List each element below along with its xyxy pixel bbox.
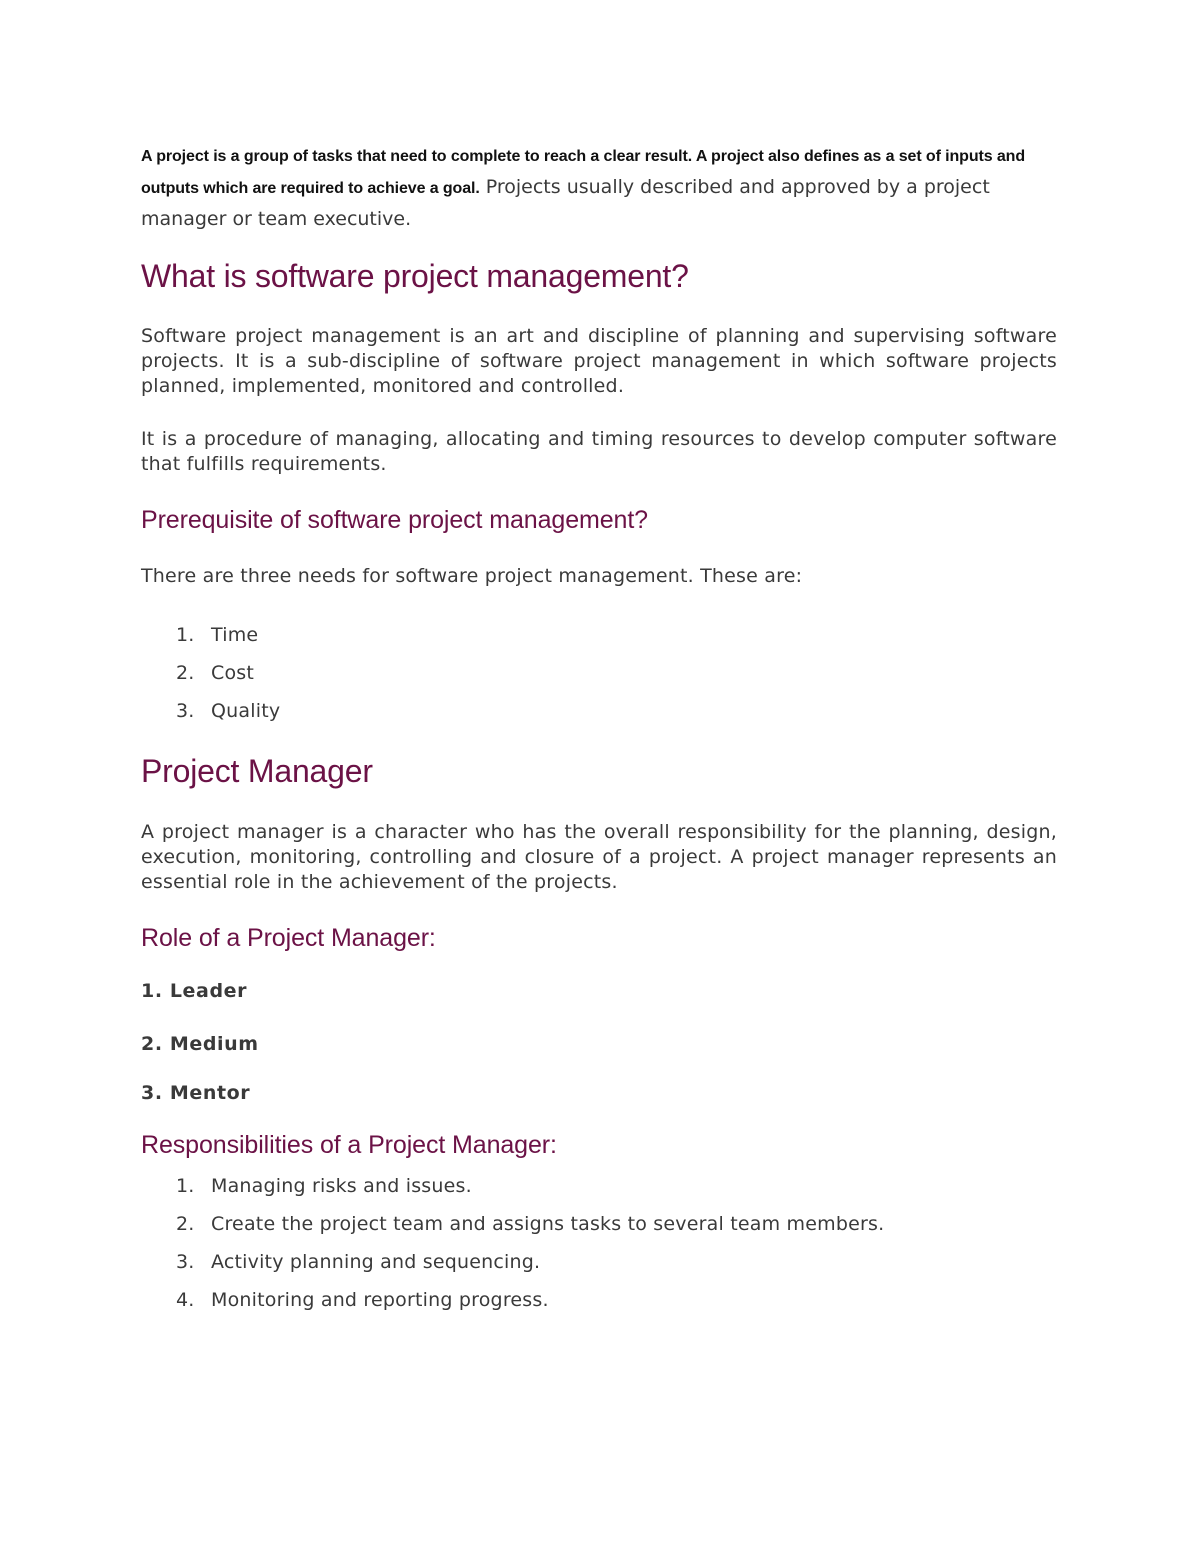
list-item-text: Create the project team and assigns tasks to several team members. [211, 1213, 885, 1235]
intro-bold-text: A project is a group of tasks that need to complete to reach a clear result. A project also defines as a set of inputs and outputs which are required to achieve a goal. [141, 148, 1026, 197]
heading-responsibilities: Responsibilities of a Project Manager: [141, 1131, 557, 1159]
list-item-text: Activity planning and sequencing. [211, 1251, 541, 1273]
list-item-text: Quality [211, 700, 281, 722]
list-item-number: 3. [176, 1251, 195, 1273]
list-item-text: Time [211, 624, 259, 646]
paragraph-software-procedure: It is a procedure of managing, allocating and timing resources to develop computer software that fulfills requirements. [141, 428, 1057, 475]
list-item-text: Cost [211, 662, 255, 684]
list-item-number: 1. [176, 624, 195, 646]
intro-paragraph [141, 142, 1057, 236]
list-item-number: 2. [176, 662, 195, 684]
paragraph-project-manager: A project manager is a character who has the overall responsibility for the planning, design, execution, monitoring, controlling and closure of a project. A project manager represents an essential role in the achievement of the projects. [141, 821, 1057, 893]
heading-project-manager: Project Manager [141, 753, 373, 789]
prerequisite-intro: There are three needs for software project management. These are: [141, 565, 803, 587]
list-item-number: 2. [176, 1213, 195, 1235]
paragraph-software-definition: Software project management is an art and discipline of planning and supervising software projects. It is a sub-discipline of software project management in which software projects planned, implemented, monitored and controlled. [141, 325, 1057, 397]
list-item-number: 1. [176, 1175, 195, 1197]
heading-software-project-management: What is software project management? [141, 258, 689, 294]
heading-role: Role of a Project Manager: [141, 924, 436, 952]
heading-prerequisite: Prerequisite of software project management? [141, 506, 648, 534]
list-item-text: Monitoring and reporting progress. [211, 1289, 549, 1311]
list-item-number: 4. [176, 1289, 195, 1311]
intro-rest-text: Projects usually described and approved by a project manager or team executive. [141, 176, 990, 230]
list-item-text: Managing risks and issues. [211, 1175, 472, 1197]
role-item-medium: 2. Medium [141, 1033, 259, 1055]
role-item-leader: 1. Leader [141, 980, 248, 1002]
list-item-number: 3. [176, 700, 195, 722]
role-item-mentor: 3. Mentor [141, 1082, 251, 1104]
